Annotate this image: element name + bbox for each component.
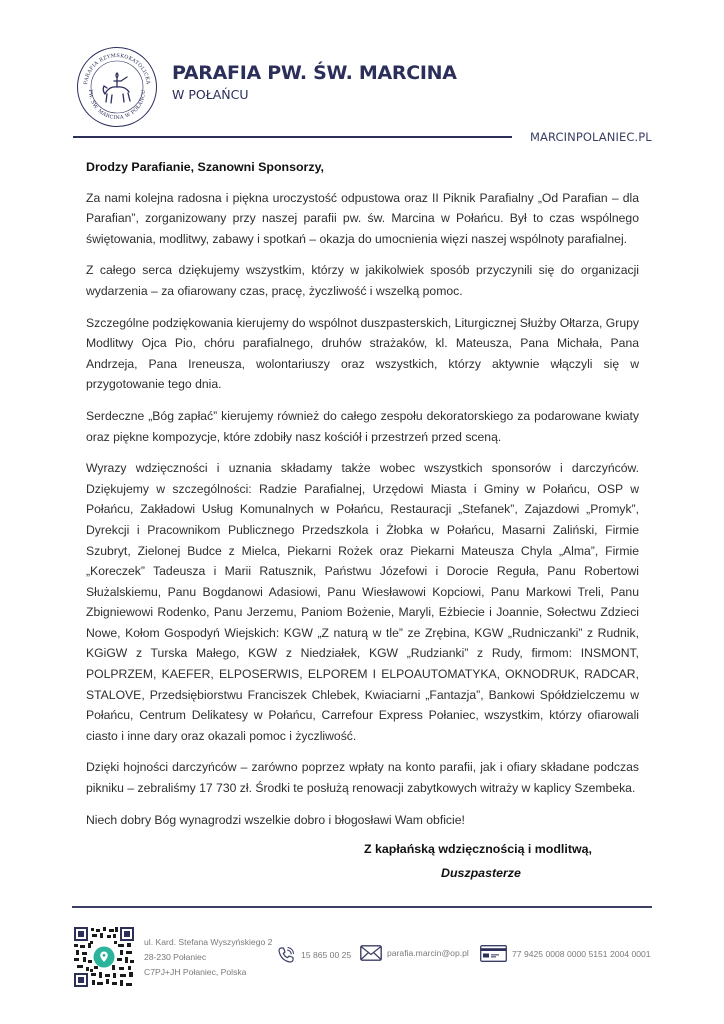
email-address: parafia.marcin@op.pl — [387, 948, 469, 958]
letter-signature: Duszpasterze — [441, 866, 521, 880]
header-title-block — [172, 62, 457, 102]
phone-number: 15 865 00 25 — [301, 950, 352, 960]
footer-address — [144, 935, 272, 980]
letter-paragraph: Dzięki hojności darczyńców – zarówno poprzez wpłaty na konto parafii, jak i ofiary składane podczas pikniku – zebraliśmy 17 730 zł. Środki te posłużą renowacji zabytkowych witraży w kaplicy Szembeka. — [86, 760, 639, 796]
letter-paragraph: Serdeczne „Bóg zapłać” kierujemy również do całego zespołu dekoratorskiego za podarowane kwiaty oraz piękne kompozycje, które zdobiły nasz kościół i przestrzeń przed sceną. — [86, 408, 639, 444]
header-divider — [73, 136, 512, 138]
parish-seal-logo — [76, 46, 158, 128]
envelope-icon — [360, 945, 382, 961]
footer-email[interactable] — [360, 945, 469, 961]
svg-text:PARAFIA RZYMSKOKATOLICKA: PARAFIA RZYMSKOKATOLICKA — [83, 52, 151, 85]
phone-icon — [276, 945, 296, 965]
footer-divider — [72, 906, 652, 908]
address-line: ul. Kard. Stefana Wyszyńskiego 2 — [144, 937, 273, 947]
letter-paragraph: Za nami kolejna radosna i piękna uroczystość odpustowa oraz II Piknik Parafialny „Od Parafian – dla Parafian”, zorganizowany przy naszej parafii pw. św. Marcina w Połańcu. Był to czas wspólnego świętowania, modlitwy, zabawy i spotkań – okazja do umocnienia więzi naszej wspólnoty parafialnej. — [86, 190, 639, 246]
letter-paragraph: Niech dobry Bóg wynagrodzi wszelkie dobro i błogosławi Wam obficie! — [86, 812, 465, 827]
parish-seal-icon — [76, 46, 158, 128]
footer-bank-account — [480, 945, 651, 962]
letter-body — [86, 157, 639, 841]
qr-code-location-icon — [74, 927, 134, 987]
page-subtitle: W POŁAŃCU — [172, 87, 249, 102]
letter-paragraph: Z całego serca dziękujemy wszystkim, którzy w jakikolwiek sposób przyczynili się do organizacji wydarzenia – za ofiarowany czas, pracę, życzliwość i wszelką pomoc. — [86, 263, 639, 298]
address-line: C7PJ+JH Połaniec, Polska — [144, 967, 247, 977]
svg-text:PW. ŚW. MARCINA W POŁAŃCU: PW. ŚW. MARCINA W POŁAŃCU — [86, 89, 148, 122]
letter-greeting: Drodzy Parafianie, Szanowni Sponsorzy, — [86, 160, 324, 174]
bank-account-number: 77 9425 0008 0000 5151 2004 0001 — [512, 948, 651, 959]
letter-closing: Z kapłańską wdzięcznością i modlitwą, — [364, 842, 592, 856]
letter-paragraph: Szczególne podziękowania kierujemy do wspólnot duszpasterskich, Liturgicznej Służby Ołtarza, Grupy Modlitwy Ojca Pio, chóru parafialnego, druhów strażaków, kl. Mateusza, Pana Michała, Pana Andrzeja, Pana Ireneusza, wolontariuszy oraz wszystkich, którzy aktywnie włączyli się w przygotowanie tego dnia. — [86, 315, 639, 392]
qr-code[interactable] — [74, 927, 134, 987]
bank-card-icon — [480, 945, 507, 962]
website-link[interactable]: MARCINPOLANIEC.PL — [530, 130, 652, 144]
letter-paragraph: Wyrazy wdzięczności i uznania składamy także wobec wszystkich sponsorów i darczyńców. Dziękujemy w szczególności: Radzie Parafialnej, Urzędowi Miasta i Gminy w Połańcu, OSP w Połańcu, Zakładowi Usług Komunalnych w Połańcu, Restauracji „Stefanek”, Zajazdowi „Promyk”, Dyrekcji i Pracownikom Publicznego Przedszkola i Żłobka w Połańcu, Masarni Zaliński, Firmie Szubryt, Zielonej Budce z Mielca, Piekarni Rożek oraz Piekarni Mateusza Chyla „Alma”, Firmie „Koreczek” Tadeusza i Marii Ratusznik, Państwu Józefowi i Dorocie Reguła, Panu Robertowi Służalskiemu, Panu Bogdanowi Adasiowi, Panu Wiesławowi Kopciowi, Panu Markowi Treli, Panu Zbigniewowi Rodenko, Panu Jerzemu, Paniom Bożenie, Maryli, Eżbiecie i Joannie, Sołectwu Zdzieci Nowe, Kołom Gospodyń Wiejskich: KGW „Z naturą w tle” ze Zrębina, KGW „Rudniczanki” z Rudnik, KGiGW z Turska Małego, KGW z Niedziałek, KGW „Rudzianki” z Rudy, firmom: INSMONT, POLPRZEM, KAEFER, ELPOSERWIS, ELPOREM I ELPOAUTOMATYKA, OKNODRUK, RADCAR, STALOVE, Przedsiębiorstwu Franciszek Chlebek, Kwiaciarni „Fantazja”, Bankowi Spółdzielczemu w Połańcu, Centrum Delikatesy w Połańcu, Carrefour Express Połaniec, wszystkim, którzy ofiarowali ciasto i inne dary oraz okazali pomoc i życzliwość. — [86, 461, 639, 743]
footer-phone[interactable] — [276, 945, 351, 965]
address-line: 28-230 Połaniec — [144, 952, 207, 962]
page-title: PARAFIA PW. ŚW. MARCINA — [172, 62, 457, 84]
